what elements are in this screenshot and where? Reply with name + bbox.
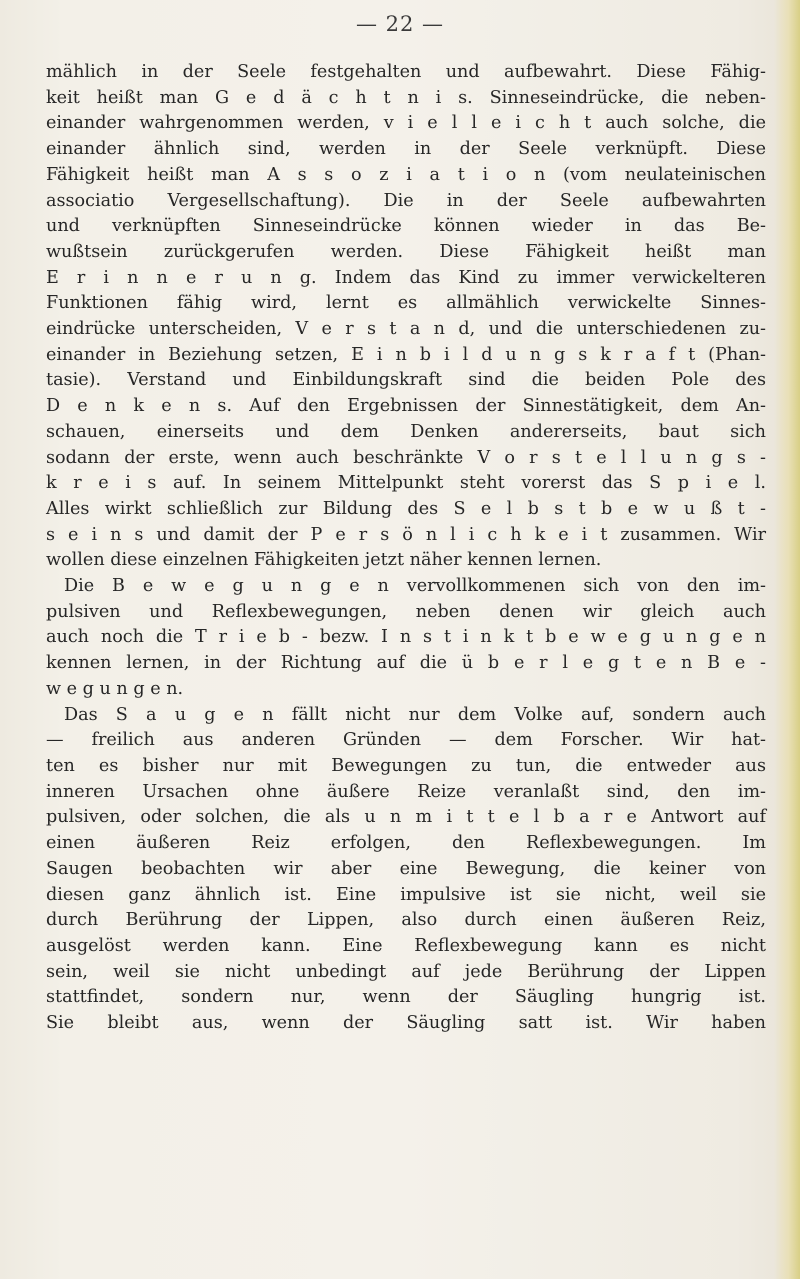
text-line: sodann der erste, wenn auch beschränkte V o r s t e l l u n g s - [46, 447, 766, 468]
text-line: inneren Ursachen ohne äußere Reize veranlaßt sind, den im- [46, 781, 766, 802]
text-line: einander in Beziehung setzen, E i n b i l d u n g s k r a f t (Phan- [46, 344, 766, 365]
text-line: wußtsein zurückgerufen werden. Diese Fähigkeit heißt man [46, 241, 766, 262]
text-line: s e i n s und damit der P e r s ö n l i c h k e i t zusammen. Wir [46, 524, 766, 545]
text-line: schauen, einerseits und dem Denken andererseits, baut sich [46, 421, 766, 442]
text-line: keit heißt man G e d ä c h t n i s. Sinneseindrücke, die neben- [46, 87, 766, 108]
text-line: mählich in der Seele festgehalten und aufbewahrt. Diese Fähig- [46, 62, 766, 82]
text-line: einander ähnlich sind, werden in der Seele verknüpft. Diese [46, 139, 766, 160]
text-line: einander wahrgenommen werden, v i e l l e i c h t auch solche, die [46, 113, 766, 134]
text-line: kennen lernen, in der Richtung auf die ü b e r l e g t e n B e - [46, 653, 766, 674]
text-line: auch noch die T r i e b - bezw. I n s t i n k t b e w e g u n g e n [46, 627, 766, 648]
text-line: Sie bleibt aus, wenn der Säugling satt ist. Wir haben [46, 1013, 766, 1034]
text-line: stattfindet, sondern nur, wenn der Säugling hungrig ist. [46, 987, 766, 1008]
text-line: ten es bisher nur mit Bewegungen zu tun, die entweder aus [46, 755, 766, 776]
text-line: durch Berührung der Lippen, also durch einen äußeren Reiz, [46, 910, 766, 931]
text-line: diesen ganz ähnlich ist. Eine impulsive ist sie nicht, weil sie [46, 884, 766, 905]
text-line: sein, weil sie nicht unbedingt auf jede Berührung der Lippen [46, 961, 766, 982]
page-number: — 22 — [355, 12, 445, 36]
text-line: Fähigkeit heißt man A s s o z i a t i o n (vom neulateinischen [46, 164, 766, 185]
text-line: pulsiven und Reflexbewegungen, neben denen wir gleich auch [46, 601, 766, 622]
page-edge-discoloration [774, 0, 800, 1279]
body-text [46, 60, 766, 1037]
text-line: — freilich aus anderen Gründen — dem Forscher. Wir hat- [46, 730, 766, 751]
text-line: Alles wirkt schließlich zur Bildung des S e l b s t b e w u ß t - [46, 498, 766, 519]
text-line: tasie). Verstand und Einbildungskraft sind die beiden Pole des [46, 370, 766, 391]
text-line: pulsiven, oder solchen, die als u n m i t t e l b a r e Antwort auf [46, 807, 766, 828]
text-line: w e g u n g e n. [46, 678, 184, 699]
text-line: einen äußeren Reiz erfolgen, den Reflexbewegungen. Im [46, 833, 766, 854]
text-line: Die B e w e g u n g e n vervollkommenen sich von den im- [64, 576, 766, 597]
text-line: k r e i s auf. In seinem Mittelpunkt steht vorerst das S p i e l. [46, 473, 766, 494]
text-line: ausgelöst werden kann. Eine Reflexbewegung kann es nicht [46, 935, 766, 956]
text-line: Das S a u g e n fällt nicht nur dem Volke auf, sondern auch [64, 704, 766, 725]
text-line: wollen diese einzelnen Fähigkeiten jetzt näher kennen lernen. [46, 550, 602, 571]
text-line: und verknüpften Sinneseindrücke können wieder in das Be- [46, 216, 766, 237]
text-line: D e n k e n s. Auf den Ergebnissen der Sinnestätigkeit, dem An- [46, 396, 766, 417]
text-line: eindrücke unterscheiden, V e r s t a n d, und die unterschiedenen zu- [46, 319, 766, 340]
text-line: Funktionen fähig wird, lernt es allmählich verwickelte Sinnes- [46, 293, 766, 314]
text-line: associatio Vergesellschaftung). Die in der Seele aufbewahrten [46, 190, 766, 211]
text-line: E r i n n e r u n g. Indem das Kind zu immer verwickelteren [46, 267, 766, 288]
text-line: Saugen beobachten wir aber eine Bewegung, die keiner von [46, 858, 766, 879]
